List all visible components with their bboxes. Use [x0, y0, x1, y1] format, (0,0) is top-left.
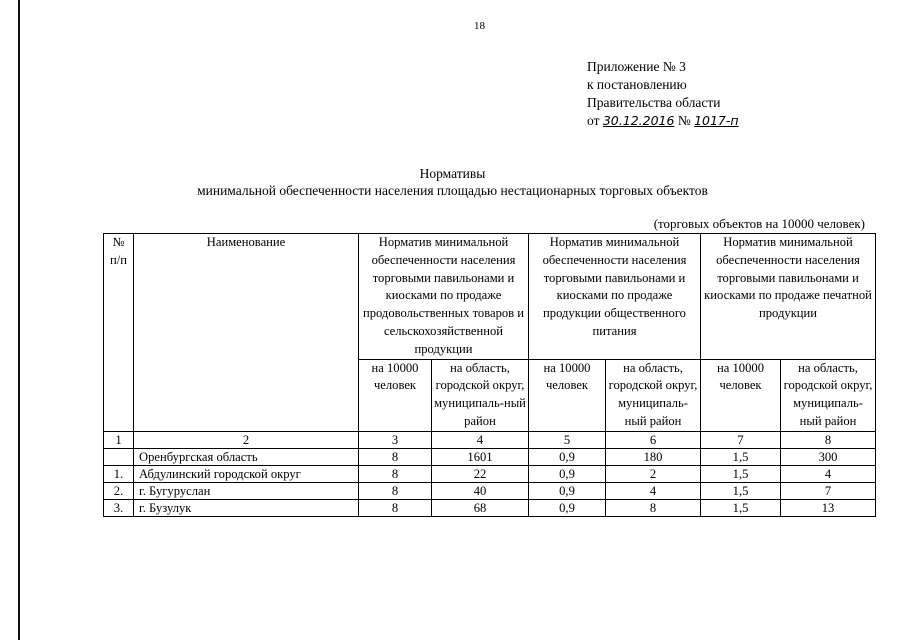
food-area-total: 22	[432, 465, 529, 482]
subheader-area: на область, городской округ, муниципаль-ный район	[432, 359, 529, 431]
catering-area-total: 8	[606, 499, 701, 516]
print-per-10000: 1,5	[701, 448, 781, 465]
table-row	[104, 465, 876, 482]
row-name: г. Бузулук	[134, 499, 359, 516]
table-row	[104, 499, 876, 516]
column-number: 7	[701, 431, 781, 448]
subheader-per-10000: на 10000 человек	[529, 359, 606, 431]
appendix-block	[587, 58, 739, 130]
table-row	[104, 482, 876, 499]
column-number: 2	[134, 431, 359, 448]
row-name: Абдулинский городской округ	[134, 465, 359, 482]
document-title: Нормативы	[419, 166, 486, 181]
subheader-area: на область, городской округ, муниципаль-ный район	[781, 359, 876, 431]
print-per-10000: 1,5	[701, 465, 781, 482]
subheader-per-10000: на 10000 человек	[359, 359, 432, 431]
food-area-total: 68	[432, 499, 529, 516]
header-group-print: Норматив минимальной обеспеченности населения торговыми павильонами и киосками по продаже печатной продукции	[701, 234, 876, 360]
row-num: 1.	[104, 465, 134, 482]
column-number: 5	[529, 431, 606, 448]
food-area-total: 1601	[432, 448, 529, 465]
header-num: № п/п	[104, 234, 134, 432]
appendix-date-line	[587, 112, 739, 130]
appendix-line-3: Правительства области	[587, 95, 721, 110]
column-number: 4	[432, 431, 529, 448]
header-group-catering: Норматив минимальной обеспеченности населения торговыми павильонами и киосками по продаже продукции общественного питания	[529, 234, 701, 360]
page-number: 18	[474, 20, 485, 32]
catering-per-10000: 0,9	[529, 448, 606, 465]
print-area-total: 300	[781, 448, 876, 465]
catering-per-10000: 0,9	[529, 465, 606, 482]
date-prefix: от	[587, 113, 600, 128]
units-note: (торговых объектов на 10000 человек)	[653, 216, 865, 231]
appendix-line-2: к постановлению	[587, 77, 687, 92]
print-per-10000: 1,5	[701, 499, 781, 516]
food-per-10000: 8	[359, 499, 432, 516]
row-num: 2.	[104, 482, 134, 499]
catering-area-total: 180	[606, 448, 701, 465]
food-area-total: 40	[432, 482, 529, 499]
column-number-row	[104, 431, 876, 448]
food-per-10000: 8	[359, 465, 432, 482]
handwritten-date: 30.12.2016	[602, 113, 675, 128]
row-name: г. Бугуруслан	[134, 482, 359, 499]
column-number: 8	[781, 431, 876, 448]
food-per-10000: 8	[359, 448, 432, 465]
handwritten-number: 1017-п	[694, 113, 739, 128]
row-num	[104, 448, 134, 465]
page-edge-line	[18, 0, 20, 640]
food-per-10000: 8	[359, 482, 432, 499]
table-header-row	[104, 234, 876, 360]
print-per-10000: 1,5	[701, 482, 781, 499]
column-number: 1	[104, 431, 134, 448]
print-area-total: 7	[781, 482, 876, 499]
appendix-line-1: Приложение № 3	[587, 59, 686, 74]
subheader-area: на область, городской округ, муниципаль-ный район	[606, 359, 701, 431]
catering-area-total: 4	[606, 482, 701, 499]
catering-area-total: 2	[606, 465, 701, 482]
norms-table	[103, 233, 876, 517]
catering-per-10000: 0,9	[529, 482, 606, 499]
column-number: 3	[359, 431, 432, 448]
column-number: 6	[606, 431, 701, 448]
print-area-total: 13	[781, 499, 876, 516]
document-subtitle: минимальной обеспеченности населения площадью нестационарных торговых объектов	[197, 183, 708, 198]
subheader-per-10000: на 10000 человек	[701, 359, 781, 431]
table-row	[104, 448, 876, 465]
number-prefix: №	[677, 113, 691, 128]
row-name: Оренбургская область	[134, 448, 359, 465]
header-group-food: Норматив минимальной обеспеченности населения торговыми павильонами и киосками по продаже продовольственных товаров и сельскохозяйственной продукции	[359, 234, 529, 360]
print-area-total: 4	[781, 465, 876, 482]
row-num: 3.	[104, 499, 134, 516]
catering-per-10000: 0,9	[529, 499, 606, 516]
header-name: Наименование	[134, 234, 359, 432]
